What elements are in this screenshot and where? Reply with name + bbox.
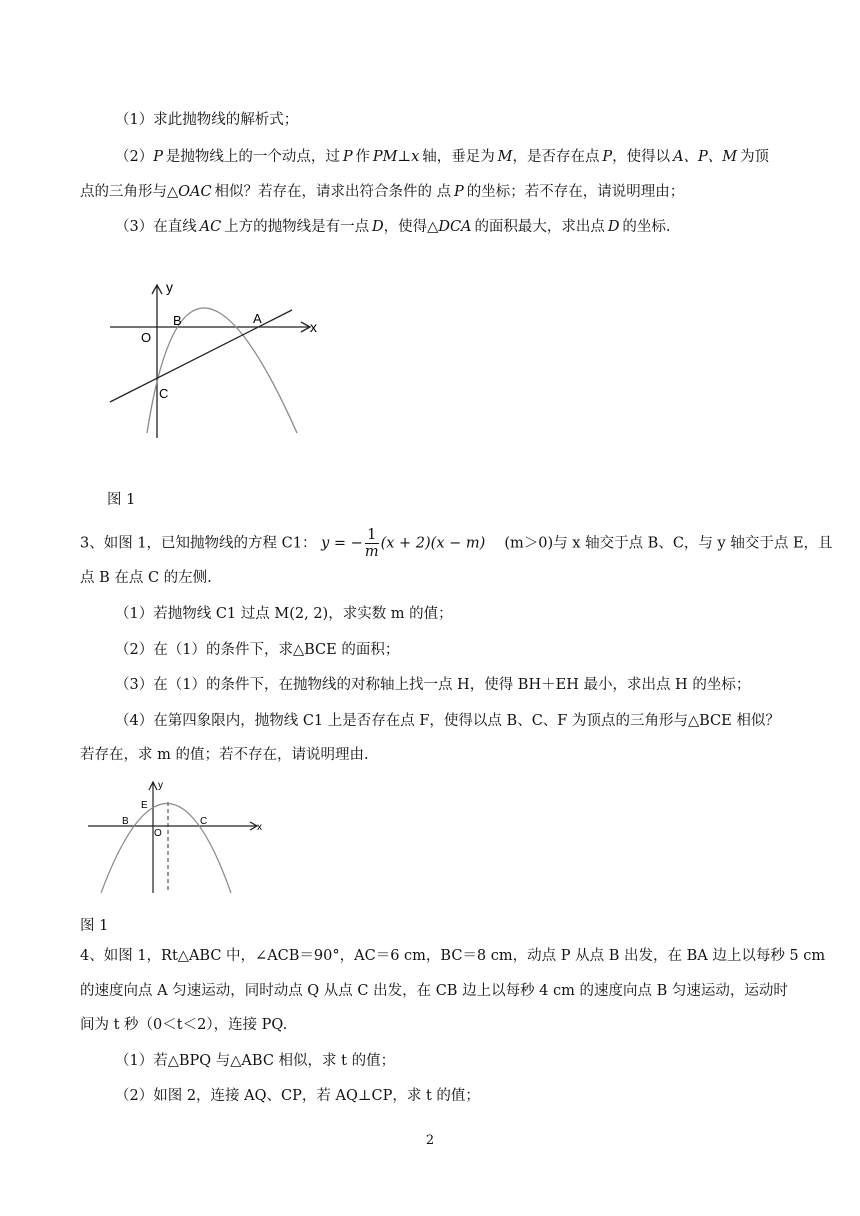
var-M: M [497,149,513,165]
q3-part4-line2: 若存在，求 m 的值；若不存在，请说明理由. [80,747,369,763]
var-APM: A、P、M [673,149,738,165]
q4-part1: （1）若△BPQ 与△ABC 相似，求 t 的值； [115,1053,396,1069]
equation-rhs: (x + 2)(x − m) [380,535,486,552]
q4-line3: 间为 t 秒（0＜t＜2），连接 PQ. [80,1017,288,1033]
var-P: P [602,149,613,165]
q4-part2: （2）如图 2，连接 AQ、CP，若 AQ⊥CP，求 t 的值； [115,1088,480,1104]
figure-1-caption: 图 1 [107,492,136,508]
figure-2-caption: 图 1 [80,918,109,934]
var-PM: PM [372,149,398,165]
figure-2-graph [85,778,275,896]
fraction-numerator: 1 [365,527,379,544]
var-DCA: DCA [438,219,472,235]
q3-part1: （1）若抛物线 C1 过点 M(2, 2)，求实数 m 的值； [115,606,453,622]
q2-part2-line1 [115,147,769,167]
page-number: 2 [425,1133,435,1148]
fraction-denominator: m [364,544,379,560]
q2-part3 [115,217,671,237]
label-O: O [141,330,152,345]
q3-line1 [80,527,833,560]
text-segment: （3）在直线 [115,219,197,235]
var-perp-x: ⊥x [397,149,420,165]
label-A: A [253,311,262,326]
text-segment: 的面积最大，求出点 [474,219,605,235]
label-E: E [141,800,148,811]
label-B: B [122,816,129,827]
parabola [101,804,231,894]
label-x: x [310,319,317,335]
text-segment: (m＞0)与 x 轴交于点 B、C，与 y 轴交于点 E，且 [504,535,833,552]
label-y: y [166,279,173,295]
text-segment: 为顶 [740,149,770,165]
text-segment: 轴，垂足为 [422,149,495,165]
text-segment: （2） [115,149,154,165]
text-segment: 相似？若存在，请求出符合条件的 点 [214,184,452,200]
text-segment: ，是否存在点 [512,149,600,165]
var-D: D [372,219,384,235]
text-segment: 的坐标；若不存在，请说明理由； [466,184,685,200]
text-segment: 是抛物线上的一个动点，过 [165,149,340,165]
text-segment: 上方的抛物线是有一点 [224,219,370,235]
text-segment: 点的三角形与△ [80,184,179,200]
text-segment: ，使得△ [383,219,439,235]
label-C: C [200,816,208,827]
q4-line2: 的速度向点 A 匀速运动，同时动点 Q 从点 C 出发，在 CB 边上以每秒 4 cm 的速度向点 B 匀速运动，运动时 [80,983,788,999]
var-P: P [454,184,464,200]
equation-lhs: y = − [321,535,363,552]
text-segment: 3、如图 1，已知抛物线的方程 C1： [80,535,317,552]
var-AC: AC [199,219,222,235]
label-x: x [257,822,262,833]
figure-1-graph [100,278,340,443]
text-segment: 作 [355,149,370,165]
q3-part3: （3）在（1）的条件下，在抛物线的对称轴上找一点 H，使得 BH＋EH 最小，求出点 H 的坐标； [115,677,751,693]
label-C: C [159,386,169,401]
text-segment: ，使得以 [612,149,671,165]
label-y: y [158,780,163,791]
q3-part2: （2）在（1）的条件下，求△BCE 的面积； [115,642,400,658]
var-OAC: OAC [178,184,212,200]
fraction [365,527,379,560]
var-P: P [153,149,163,165]
text-segment: 的坐标. [622,219,671,235]
label-O: O [154,828,162,839]
q3-part4: （4）在第四象限内，抛物线 C1 上是否存在点 F，使得以点 B、C、F 为顶点的三角形与△BCE 相似？ [115,713,780,729]
q3-line2: 点 B 在点 C 的左侧. [80,570,212,586]
q2-part2-line2 [80,182,684,202]
var-P: P [342,149,353,165]
line-AC [110,310,292,402]
q2-part1: （1）求此抛物线的解析式； [115,112,299,128]
q4-line1: 4、如图 1，Rt△ABC 中，∠ACB＝90°，AC＝6 cm，BC＝8 cm，动点 P 从点 B 出发，在 BA 边上以每秒 5 cm [80,948,826,964]
label-B: B [173,313,182,328]
var-D: D [607,219,620,235]
